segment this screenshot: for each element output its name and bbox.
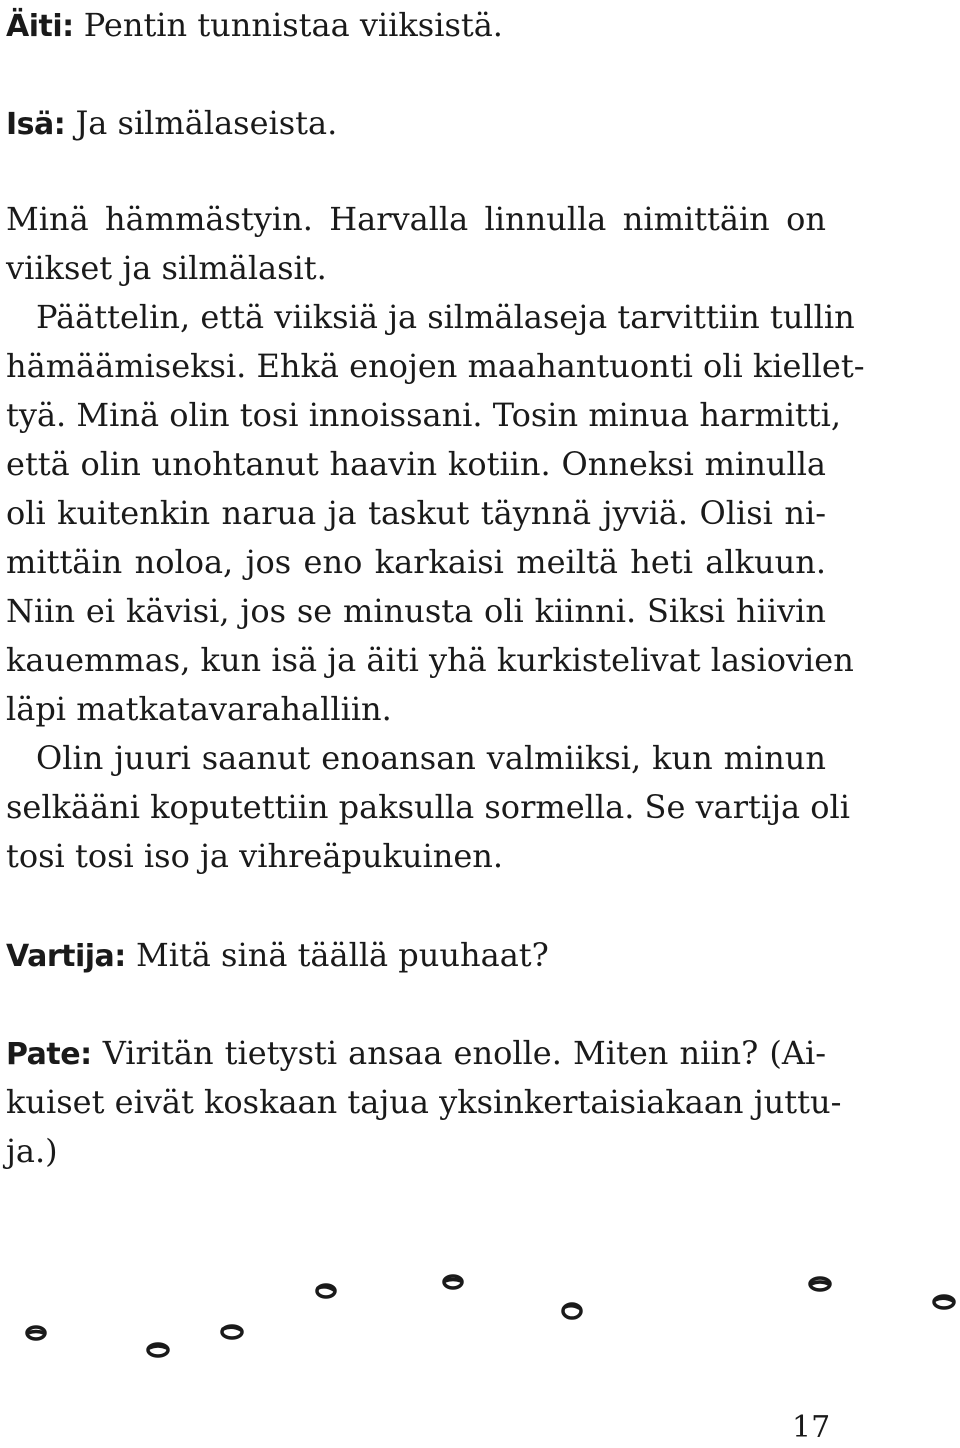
seed-icon bbox=[934, 1296, 954, 1308]
dialogue-text: Viritän tietysti ansaa enolle. Miten niin? (Ai- bbox=[102, 1034, 827, 1072]
paragraph-line: kauemmas, kun isä ja äiti yhä kurkistelivat lasiovien bbox=[6, 641, 854, 679]
paragraph-line: mittäin noloa, jos eno karkaisi meiltä heti alkuun. bbox=[6, 543, 826, 581]
paragraph-line: Niin ei kävisi, jos se minusta oli kiinni. Siksi hiivin bbox=[6, 592, 826, 630]
seed-icon bbox=[810, 1278, 830, 1290]
speaker-label: Äiti: bbox=[6, 9, 74, 44]
paragraph-line: viikset ja silmälasit. bbox=[6, 249, 327, 287]
paragraph-line: tyä. Minä olin tosi innoissani. Tosin minua harmitti, bbox=[6, 396, 842, 434]
paragraph-line: läpi matkatavarahalliin. bbox=[6, 690, 392, 728]
seed-icon bbox=[317, 1285, 335, 1297]
dialogue-line-vartija bbox=[6, 935, 549, 977]
speaker-label: Vartija: bbox=[6, 939, 126, 974]
speaker-label: Isä: bbox=[6, 107, 66, 142]
paragraph-line: selkääni koputettiin paksulla sormella. Se vartija oli bbox=[6, 788, 851, 826]
speaker-label: Pate: bbox=[6, 1037, 92, 1072]
dialogue-continuation: kuiset eivät koskaan tajua yksinkertaisiakaan juttu- bbox=[6, 1083, 842, 1121]
paragraph-line: hämäämiseksi. Ehkä enojen maahantuonti oli kiellet- bbox=[6, 347, 865, 385]
paragraph-line: Päättelin, että viiksiä ja silmälaseja tarvittiin tullin bbox=[36, 298, 855, 336]
dialogue-line-pate bbox=[6, 1033, 826, 1075]
dialogue-line-aiti bbox=[6, 5, 503, 47]
seed-icon bbox=[27, 1327, 45, 1339]
dialogue-text: Mitä sinä täällä puuhaat? bbox=[135, 936, 549, 974]
dialogue-text: Pentin tunnistaa viiksistä. bbox=[83, 6, 503, 44]
seed-icon bbox=[444, 1276, 462, 1288]
page-number: 17 bbox=[792, 1410, 831, 1445]
paragraph-line: Olin juuri saanut enoansan valmiiksi, kun minun bbox=[36, 739, 826, 777]
paragraph-line: oli kuitenkin narua ja taskut täynnä jyviä. Olisi ni- bbox=[6, 494, 826, 532]
seeds-illustration bbox=[0, 1260, 960, 1370]
dialogue-continuation: ja.) bbox=[6, 1132, 58, 1170]
seed-icon bbox=[148, 1344, 168, 1356]
seed-icon bbox=[222, 1326, 242, 1338]
dialogue-line-isa bbox=[6, 103, 337, 145]
seed-icon bbox=[563, 1304, 581, 1318]
paragraph-line: että olin unohtanut haavin kotiin. Onneksi minulla bbox=[6, 445, 826, 483]
dialogue-text: Ja silmälaseista. bbox=[75, 104, 338, 142]
paragraph-line: Minä hämmästyin. Harvalla linnulla nimittäin on bbox=[6, 200, 826, 238]
paragraph-line: tosi tosi iso ja vihreäpukuinen. bbox=[6, 837, 504, 875]
